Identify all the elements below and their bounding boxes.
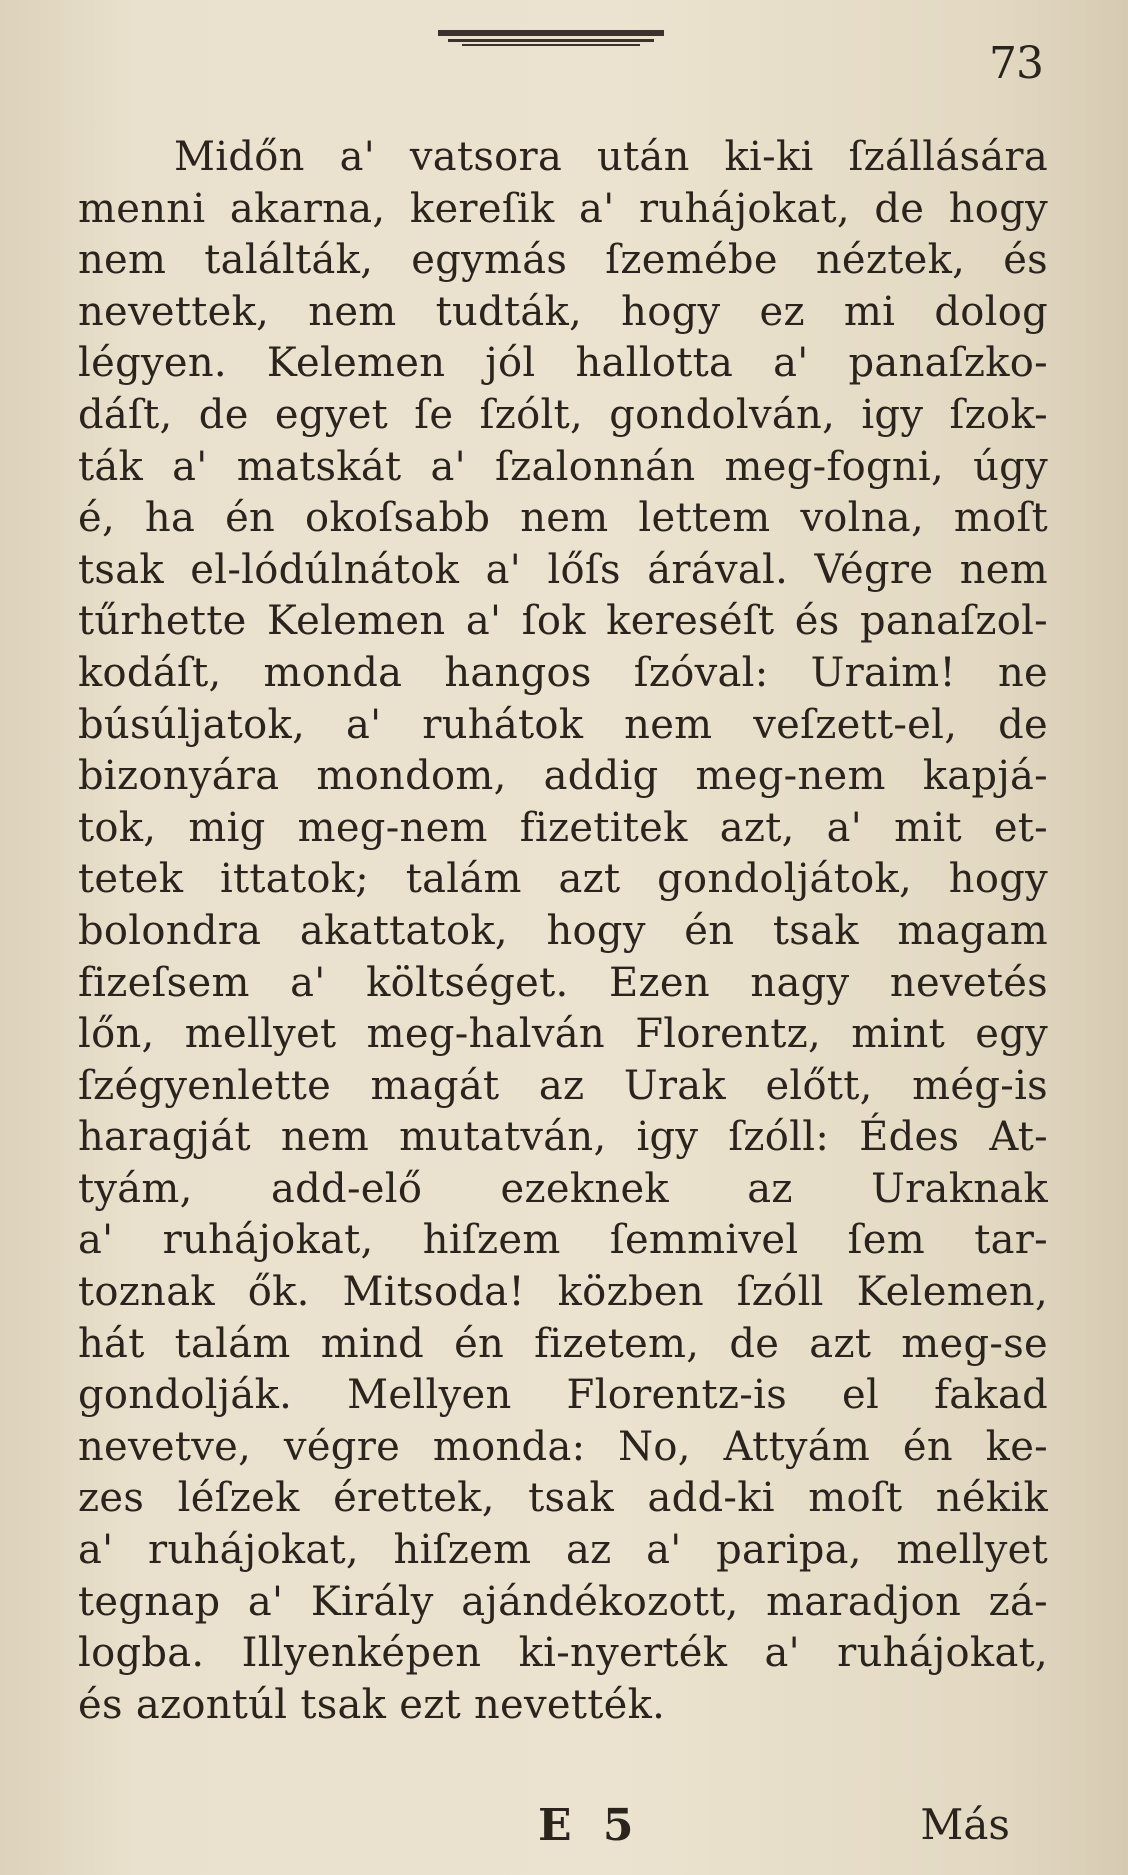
ornament-bar bbox=[438, 30, 664, 36]
text-line: haragját nem mutatván, igy ſzóll: Édes At- bbox=[78, 1114, 1048, 1161]
text-line: hát talám mind én fizetem, de azt meg-se bbox=[78, 1320, 1048, 1367]
text-line: légyen. Kelemen jól hallotta a' panaſzko- bbox=[78, 340, 1048, 387]
text-line: lőn, mellyet meg-halván Florentz, mint egy bbox=[78, 1011, 1048, 1058]
text-line: tyám, add-elő ezeknek az Uraknak bbox=[78, 1165, 1048, 1212]
ornament-bar bbox=[448, 39, 654, 42]
page-number: 73 bbox=[989, 38, 1043, 89]
text-line: fizeſsem a' költséget. Ezen nagy nevetés bbox=[78, 959, 1048, 1006]
header-ornament-rule bbox=[438, 30, 664, 48]
text-line: tok, mig meg-nem fizetitek azt, a' mit et- bbox=[78, 804, 1048, 851]
text-line: nevettek, nem tudták, hogy ez mi dolog bbox=[78, 288, 1048, 335]
text-line: tegnap a' Király ajándékozott, maradjon zá- bbox=[78, 1578, 1048, 1625]
text-line: menni akarna, kereſik a' ruhájokat, de hogy bbox=[78, 185, 1048, 232]
text-line: a' ruhájokat, hiſzem az a' paripa, mellyet bbox=[78, 1527, 1048, 1574]
text-line: és azontúl tsak ezt nevették. bbox=[78, 1681, 666, 1728]
text-line: nem találták, egymás ſzemébe néztek, és bbox=[78, 237, 1048, 284]
text-line: tetek ittatok; talám azt gondoljátok, hogy bbox=[78, 856, 1048, 903]
text-line: gondolják. Mellyen Florentz-is el fakad bbox=[78, 1372, 1048, 1419]
text-line: búsúljatok, a' ruhátok nem veſzett-el, de bbox=[78, 701, 1048, 748]
text-line: ták a' matskát a' ſzalonnán meg-fogni, úgy bbox=[78, 443, 1048, 490]
text-line: a' ruhájokat, hiſzem ſemmivel ſem tar- bbox=[78, 1217, 1048, 1264]
text-line: nevetve, végre monda: No, Attyám én ke- bbox=[78, 1423, 1048, 1470]
text-line: bizonyára mondom, addig meg-nem kapjá- bbox=[78, 753, 1048, 800]
text-line: tűrhette Kelemen a' ſok kereséſt és panaſzol- bbox=[78, 598, 1048, 645]
ornament-bar bbox=[462, 44, 640, 46]
catchword: Más bbox=[920, 1800, 1010, 1849]
printer-signature-mark: E 5 bbox=[538, 1800, 642, 1851]
text-line: kodáſt, monda hangos ſzóval: Uraim! ne bbox=[78, 649, 1048, 696]
text-line: dáſt, de egyet ſe ſzólt, gondolván, igy ſzok- bbox=[78, 391, 1048, 438]
text-line: ſzégyenlette magát az Urak előtt, még-is bbox=[78, 1062, 1048, 1109]
text-line: logba. Illyenképen ki-nyerték a' ruhájokat, bbox=[78, 1630, 1048, 1677]
text-line: toznak ők. Mitsoda! közben ſzóll Kelemen, bbox=[78, 1269, 1048, 1316]
text-line: zes léſzek érettek, tsak add-ki moſt nékik bbox=[78, 1475, 1048, 1522]
text-line: é, ha én okoſsabb nem lettem volna, moſt bbox=[78, 495, 1048, 542]
text-line: Midőn a' vatsora után ki-ki ſzállására bbox=[174, 134, 1048, 180]
text-line: tsak el-lódúlnátok a' lőſs árával. Végre nem bbox=[78, 546, 1048, 593]
paragraph bbox=[78, 132, 1048, 1752]
text-line: bolondra akattatok, hogy én tsak magam bbox=[78, 907, 1048, 954]
